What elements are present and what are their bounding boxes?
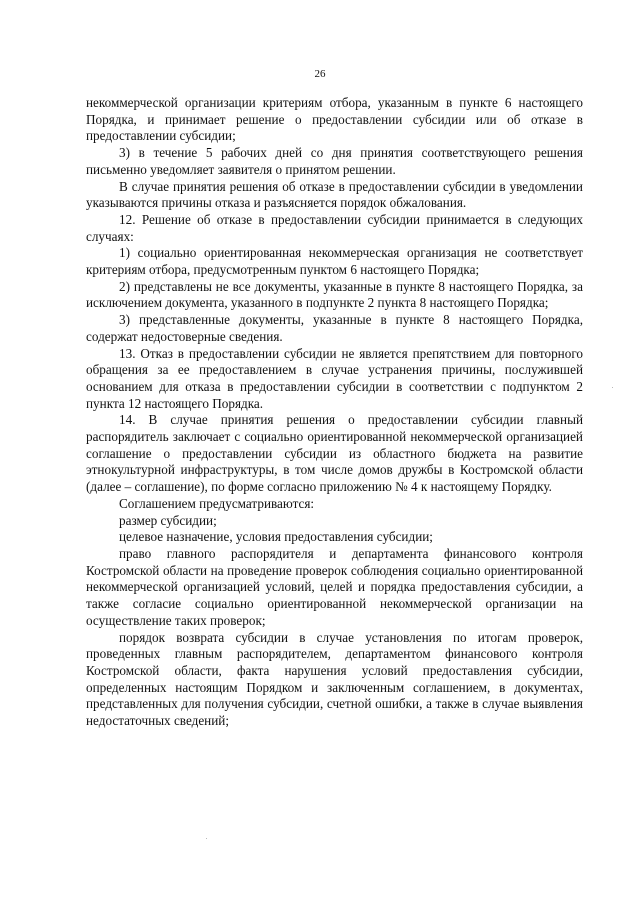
paragraph-agreement-intro: Соглашением предусматриваются: <box>119 495 315 511</box>
paragraph-agreement-audit: право главного распорядителя и департамента финансового контроля Костромской области на проведение проверок соблюдения социально ориентированной некоммерческой организацией условий, целей и порядка предоставления субсидии, а также согласие социально ориентированной некоммерческой организации на осуществление таких проверок; <box>86 545 583 628</box>
paragraph-item-3-notify: 3) в течение 5 рабочих дней со дня принятия соответствующего решения письменно уведомляет заявителя о принятом решении. <box>86 145 583 177</box>
paragraph-12-item-3: 3) представленные документы, указанные в пункте 8 настоящего Порядка, содержат недостоверные сведения. <box>86 312 583 344</box>
document-body <box>86 95 583 730</box>
paragraph-agreement-refund: порядок возврата субсидии в случае установления по итогам проверок, проведенных главным распорядителем, департаментом финансового контроля Костромской области, факта нарушения условий предоставления субсидии, определенных настоящим Порядком и заключенным соглашением, в документах, представленных для получения субсидии, счетной ошибки, а также в случае выявления недостаточных сведений; <box>86 629 583 729</box>
paragraph-agreement-purpose: целевое назначение, условия предоставления субсидии; <box>119 529 433 545</box>
paragraph-14: 14. В случае принятия решения о предоставлении субсидии главный распорядитель заключает с социально ориентированной некоммерческой организацией соглашение о предоставлении субсидии из областного бюджета на развитие этнокультурной инфраструктуры, в том числе домов дружбы в Костромской области (далее – соглашение), по форме согласно приложению № 4 к настоящему Порядку. <box>86 412 583 495</box>
paragraph-continuation: некоммерческой организации критериям отбора, указанным в пункте 6 настоящего Порядка, и принимает решение о предоставлении субсидии или об отказе в предоставлении субсидии; <box>86 95 583 144</box>
paragraph-refusal-notice: В случае принятия решения об отказе в предоставлении субсидии в уведомлении указываются причины отказа и разъясняется порядок обжалования. <box>86 178 583 211</box>
paragraph-12-item-1: 1) социально ориентированная некоммерческая организация не соответствует критериям отбора, предусмотренным пунктом 6 настоящего Порядка; <box>86 245 583 278</box>
page-number: 26 <box>314 68 326 80</box>
paragraph-12-item-2: 2) представлены не все документы, указанные в пункте 8 настоящего Порядка, за исключением документа, указанного в подпункте 2 пункта 8 настоящего Порядка; <box>86 278 583 311</box>
scan-speck <box>612 387 613 388</box>
paragraph-agreement-amount: размер субсидии; <box>119 512 217 528</box>
scan-speck <box>206 838 207 839</box>
paragraph-13: 13. Отказ в предоставлении субсидии не является препятствием для повторного обращения за ее предоставлением в случае устранения причины, послужившей основанием для отказа в предоставлении субсидии в соответствии с подпунктом 2 пункта 12 настоящего Порядка. <box>86 345 583 411</box>
paragraph-12: 12. Решение об отказе в предоставлении субсидии принимается в следующих случаях: <box>86 211 583 244</box>
